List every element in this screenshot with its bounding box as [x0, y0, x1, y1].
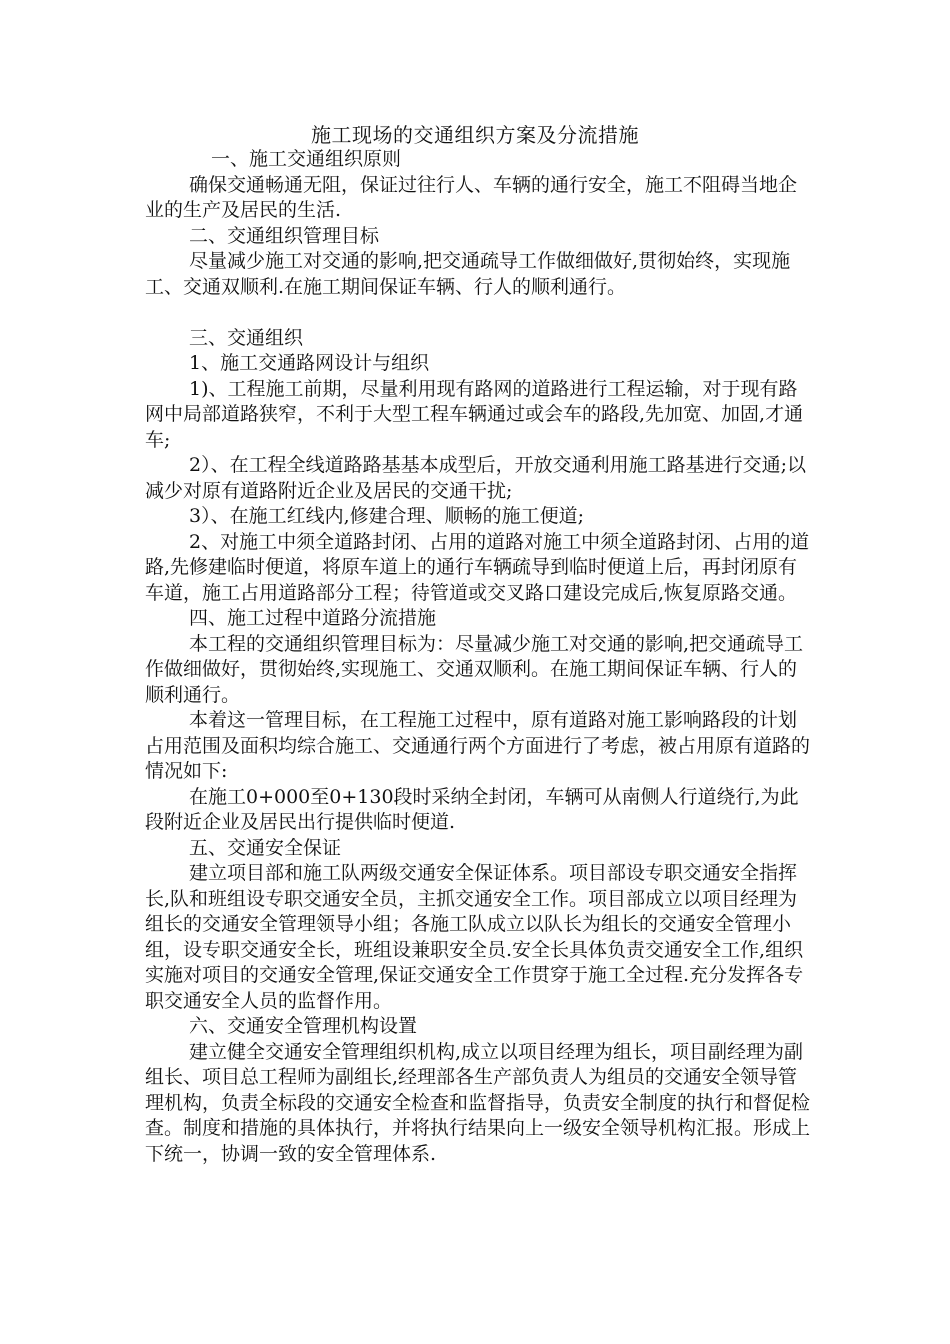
subsection-heading-road-network: 1、施工交通路网设计与组织: [189, 352, 430, 374]
paragraph-principles: 确保交通畅通无阻，保证过往行人、车辆的通行安全，施工不阻碍当地企业的生产及居民的生活.: [145, 173, 798, 221]
section-heading-diversion-measures: 四、施工过程中道路分流措施: [189, 607, 437, 629]
document-title: 施工现场的交通组织方案及分流措施: [311, 123, 639, 147]
section-heading-principles: 一、施工交通组织原则: [211, 148, 402, 170]
paragraph-safety-guarantee: 建立项目部和施工队两级交通安全保证体系。项目部设专职交通安全指挥长,队和班组设专职交通安全员，主抓交通安全工作。项目部成立以项目经理为组长的交通安全管理领导小组；各施工队成立以队长为组长的交通安全管理小组，设专职交通安全长，班组设兼职安全员.安全长具体负责交通安全工作,组织实施对项目的交通安全管理,保证交通安全工作贯穿于施工全过程.充分发挥各专职交通安全人员的监督作用。: [145, 862, 804, 1012]
paragraph-item-3: 3）、在施工红线内,修建合理、顺畅的施工便道;: [189, 505, 585, 527]
document-body: [145, 147, 810, 1167]
section-heading-safety-guarantee: 五、交通安全保证: [189, 836, 342, 859]
section-heading-traffic-organization: 三、交通组织: [189, 326, 304, 349]
paragraph-item-2: 2）、在工程全线道路路基基本成型后，开放交通利用施工路基进行交通;以减少对原有道路附近企业及居民的交通干扰;: [145, 454, 806, 502]
paragraph-occupied-roads: 本着这一管理目标，在工程施工过程中，原有道路对施工影响路段的计划占用范围及面积均综合施工、交通通行两个方面进行了考虑，被占用原有道路的情况如下:: [145, 709, 811, 782]
section-heading-management-goal: 二、交通组织管理目标: [189, 224, 380, 247]
paragraph-road-closure: 2、对施工中须全道路封闭、占用的道路对施工中须全道路封闭、占用的道路,先修建临时便道，将原车道上的通行车辆疏导到临时便道上后，再封闭原有车道，施工占用道路部分工程；待管道或交叉路口建设完成后,恢复原路交通。: [145, 530, 810, 604]
section-heading-safety-organization: 六、交通安全管理机构设置: [189, 1015, 418, 1037]
blank-line: [145, 300, 810, 326]
paragraph-management-goal: 尽量减少施工对交通的影响,把交通疏导工作做细做好,贯彻始终，实现施工、交通双顺利.在施工期间保证车辆、行人的顺利通行。: [145, 250, 791, 298]
paragraph-diversion-goal: 本工程的交通组织管理目标为：尽量减少施工对交通的影响,把交通疏导工作做细做好，贯彻始终,实现施工、交通双顺利。在施工期间保证车辆、行人的顺利通行。: [145, 632, 804, 706]
paragraph-item-1: 1)、工程施工前期，尽量利用现有路网的道路进行工程运输，对于现有路网中局部道路狭窄，不利于大型工程车辆通过或会车的路段,先加宽、加固,才通车;: [145, 377, 804, 451]
paragraph-safety-organization: 建立健全交通安全管理组织机构,成立以项目经理为组长，项目副经理为副组长、项目总工程师为副组长,经理部各生产部负责人为组员的交通安全领导管理机构，负责全标段的交通安全检查和监督指导，负责安全制度的执行和督促检查。制度和措施的具体执行，并将执行结果向上一级安全领导机构汇报。形成上下统一，协调一致的安全管理体系.: [145, 1040, 811, 1165]
paragraph-closure-section: 在施工0+000至0+130段时采纳全封闭，车辆可从南侧人行道绕行,为此段附近企业及居民出行提供临时便道.: [145, 785, 799, 833]
